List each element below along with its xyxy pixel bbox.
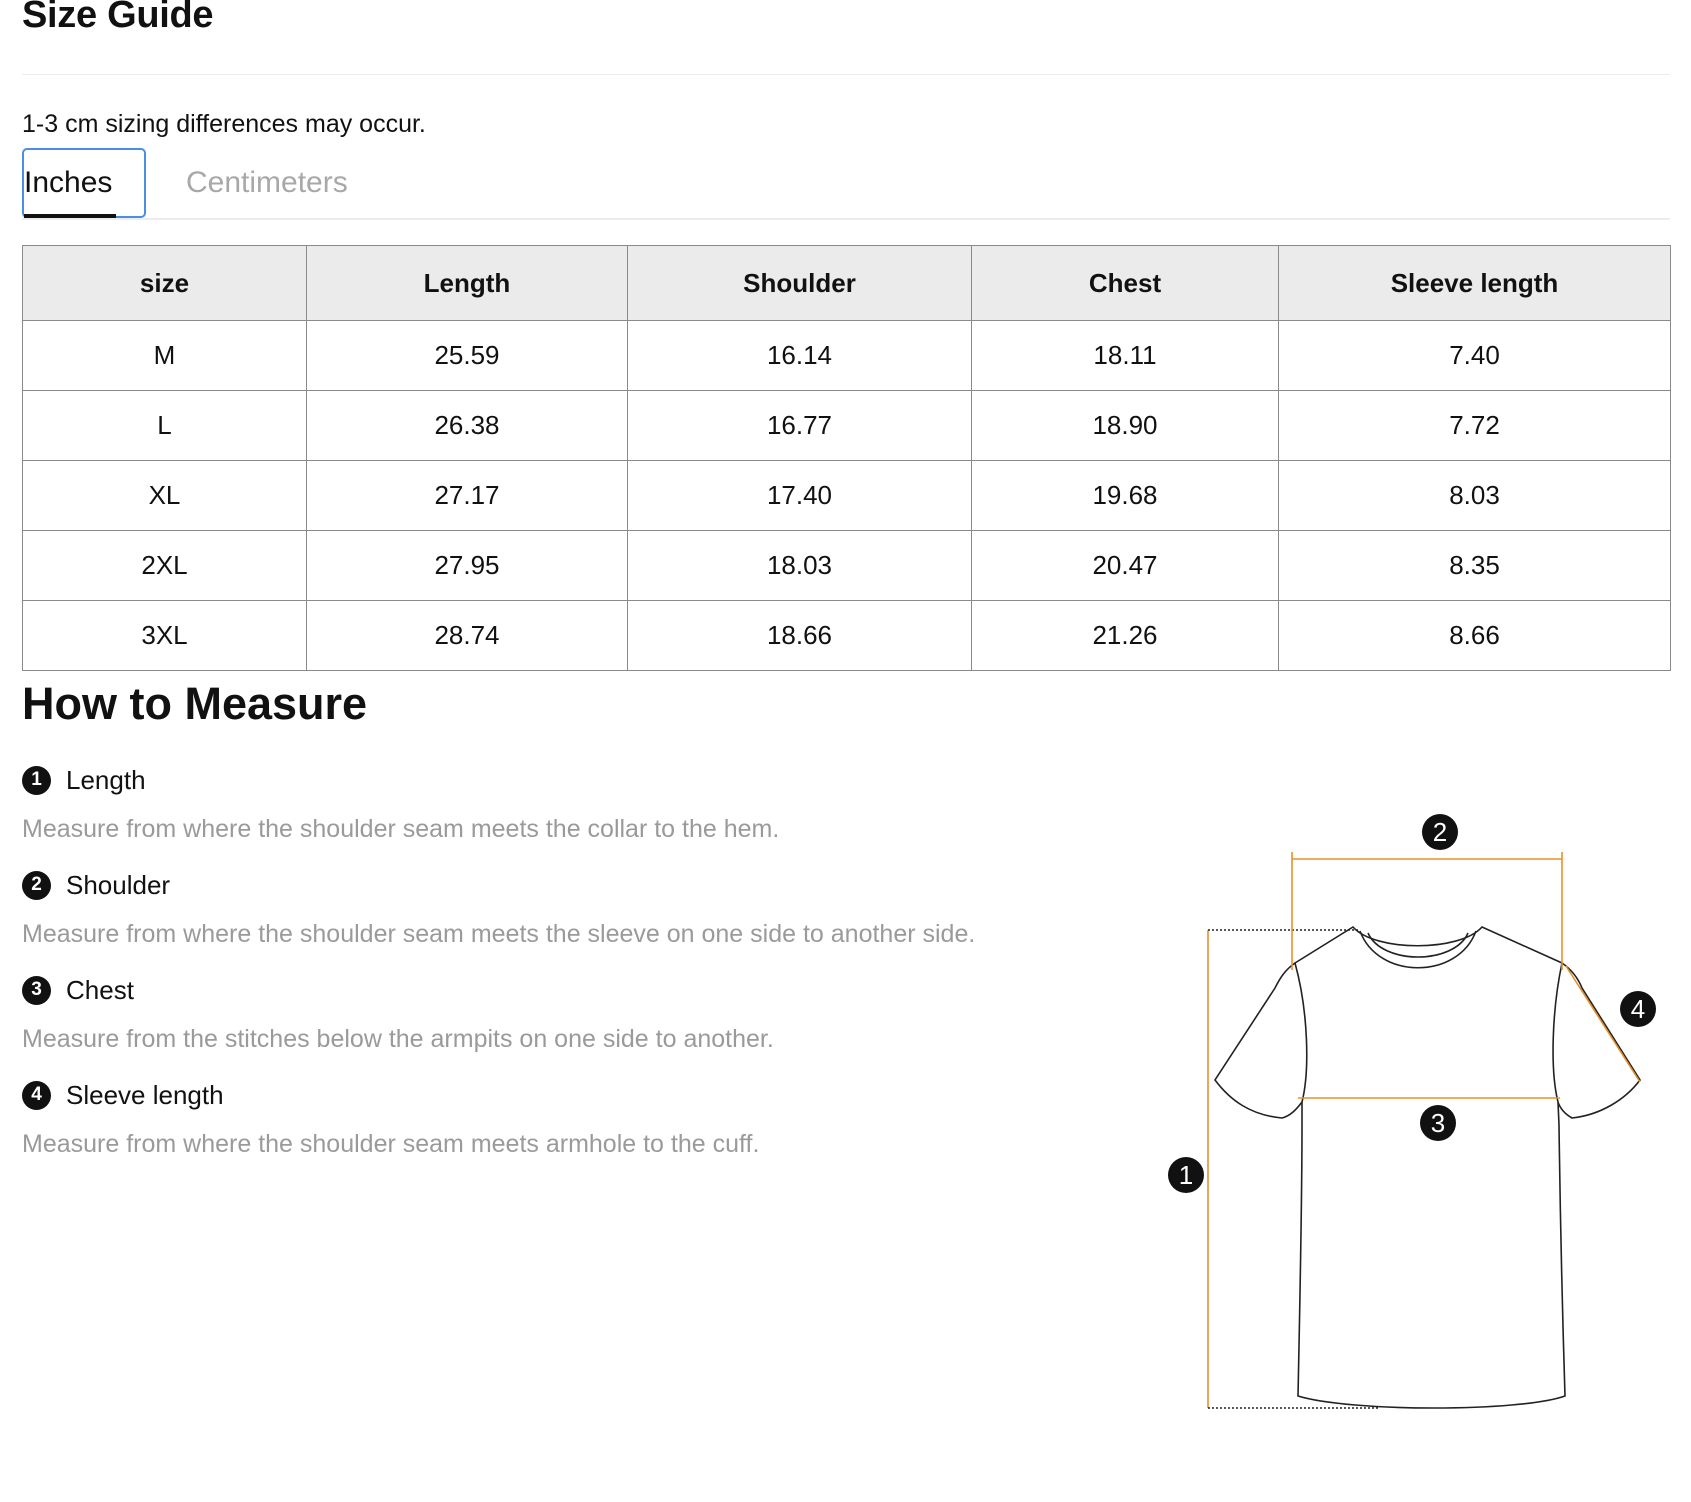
column-header-shoulder: Shoulder xyxy=(628,246,972,321)
badge-label: 2 xyxy=(1432,817,1448,847)
badge-label: 3 xyxy=(1430,1108,1446,1138)
table-cell: 8.03 xyxy=(1279,461,1671,531)
table-cell: 27.95 xyxy=(307,531,628,601)
table-row xyxy=(23,601,1671,671)
badge-shoulder xyxy=(1422,814,1458,850)
table-cell: 8.66 xyxy=(1279,601,1671,671)
table-cell: 8.35 xyxy=(1279,531,1671,601)
table-cell: L xyxy=(23,391,307,461)
step-description: Measure from where the shoulder seam meets the sleeve on one side to another side. xyxy=(22,920,976,948)
tab-inches[interactable] xyxy=(22,148,146,218)
tabs-divider xyxy=(22,218,1670,220)
tshirt-icon xyxy=(1215,927,1640,1408)
step-label: Sleeve length xyxy=(66,1079,224,1110)
step-description: Measure from where the shoulder seam meets armhole to the cuff. xyxy=(22,1130,760,1158)
table-cell: 27.17 xyxy=(307,461,628,531)
sizing-note: 1-3 cm sizing differences may occur. xyxy=(22,110,426,138)
badge-sleeve-length xyxy=(1620,991,1656,1027)
table-cell: M xyxy=(23,321,307,391)
step-label: Chest xyxy=(66,974,134,1005)
table-cell: 3XL xyxy=(23,601,307,671)
measure-step-shoulder xyxy=(22,868,976,948)
table-cell: 7.40 xyxy=(1279,321,1671,391)
table-cell: XL xyxy=(23,461,307,531)
table-row xyxy=(23,531,1671,601)
table-cell: 26.38 xyxy=(307,391,628,461)
badge-label: 4 xyxy=(1630,994,1646,1024)
tab-centimeters[interactable] xyxy=(186,148,348,218)
table-cell: 25.59 xyxy=(307,321,628,391)
table-cell: 16.77 xyxy=(628,391,972,461)
table-cell: 18.90 xyxy=(972,391,1279,461)
column-header-length: Length xyxy=(307,246,628,321)
table-row xyxy=(23,391,1671,461)
table-cell: 28.74 xyxy=(307,601,628,671)
table-cell: 18.03 xyxy=(628,531,972,601)
table-row xyxy=(23,321,1671,391)
title-divider xyxy=(22,74,1670,75)
step-number-badge: 4 xyxy=(22,1081,51,1110)
table-cell: 18.11 xyxy=(972,321,1279,391)
column-header-chest: Chest xyxy=(972,246,1279,321)
step-label: Length xyxy=(66,764,146,795)
table-cell: 18.66 xyxy=(628,601,972,671)
table-cell: 7.72 xyxy=(1279,391,1671,461)
table-header-row xyxy=(23,246,1671,321)
step-description: Measure from the stitches below the armpits on one side to another. xyxy=(22,1025,774,1053)
table-cell: 16.14 xyxy=(628,321,972,391)
column-header-sleeve-length: Sleeve length xyxy=(1279,246,1671,321)
table-cell: 20.47 xyxy=(972,531,1279,601)
table-cell: 2XL xyxy=(23,531,307,601)
page-title: Size Guide xyxy=(22,0,214,36)
table-cell: 19.68 xyxy=(972,461,1279,531)
badge-length xyxy=(1168,1157,1204,1193)
size-table xyxy=(22,245,1671,671)
measure-step-length xyxy=(22,763,780,843)
step-description: Measure from where the shoulder seam meets the collar to the hem. xyxy=(22,815,780,843)
column-header-size: size xyxy=(23,246,307,321)
badge-chest xyxy=(1420,1105,1456,1141)
measure-step-sleeve-length xyxy=(22,1078,760,1158)
step-number-badge: 1 xyxy=(22,766,51,795)
step-number-badge: 2 xyxy=(22,871,51,900)
tab-inches-label: Inches xyxy=(24,166,113,199)
badge-label: 1 xyxy=(1178,1160,1194,1190)
table-row xyxy=(23,461,1671,531)
table-cell: 21.26 xyxy=(972,601,1279,671)
step-label: Shoulder xyxy=(66,869,171,900)
unit-tabs xyxy=(22,148,1670,220)
how-to-measure-title: How to Measure xyxy=(22,678,368,729)
measure-step-chest xyxy=(22,973,774,1053)
table-cell: 17.40 xyxy=(628,461,972,531)
step-number-badge: 3 xyxy=(22,976,51,1005)
tab-centimeters-label: Centimeters xyxy=(186,166,348,199)
tshirt-measurement-diagram xyxy=(1120,780,1680,1460)
